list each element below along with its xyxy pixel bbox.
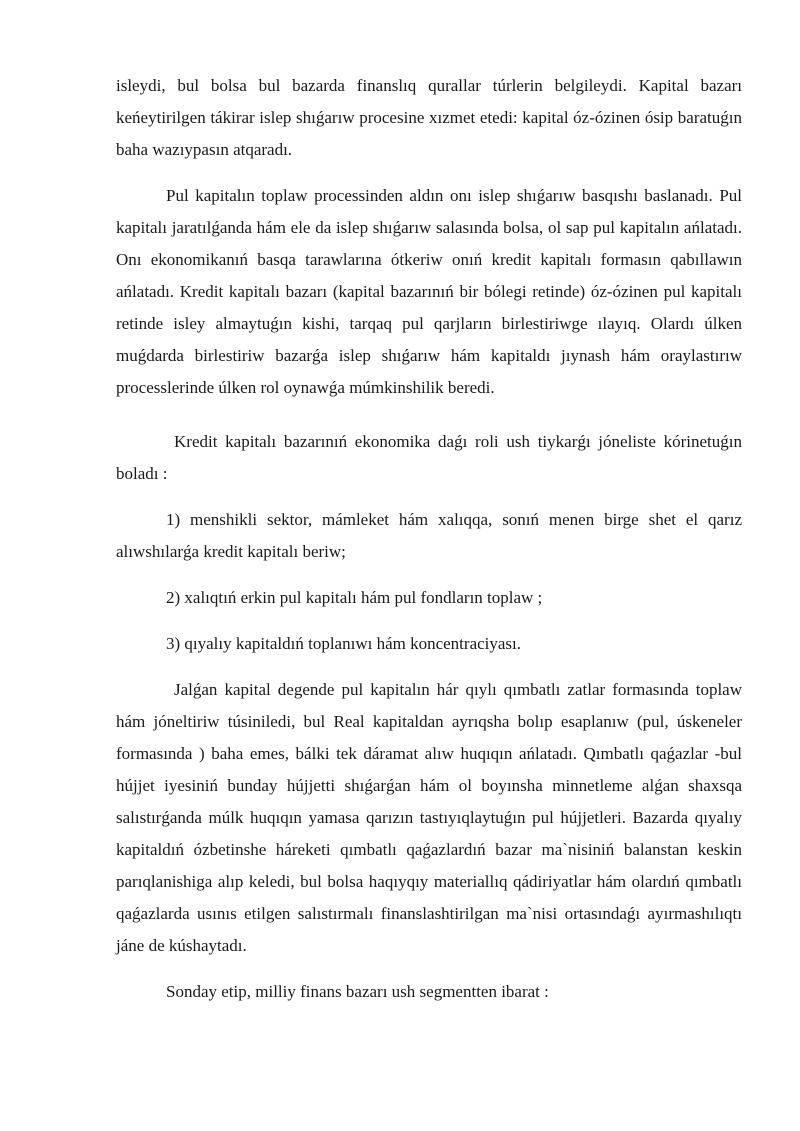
list-item-1: 1) menshikli sektor, mámleket hám xalıqqa, sonıń menen birge shet el qarız alıwshılarǵa kredit kapitalı beriw; <box>116 510 742 561</box>
paragraph-fictitious-capital: Jalǵan kapital degende pul kapitalın hár qıylı qımbatlı zatlar formasında toplaw hám jóneltiriw túsiniledi, bul Real kapitaldan ayrıqsha bolıp esaplanıw (pul, úskeneler formasında ) baha emes, bálki tek dáramat alıw huqıqın ańlatadı. Qımbatlı qaǵazlar -bul hújjet iyesiniń bunday hújjetti shıǵarǵan hám ol boyınsha minnetleme alǵan shaxsqa salıstırǵanda múlk huqıqın yamasa qarızın tastıyıqlaytuǵın pul hújjetleri. Bazarda qıyalıy kapitaldıń ózbetinshe háreketi qımbatlı qaǵazlardıń bazar ma`nisiniń balanstan keskin parıqlanishiga alıp keledi, bul bolsa haqıyqıy materiallıq qádiriyatlar hám olardıń qımbatlı qaǵazlarda usınıs etilgen salıstırmalı finanslashtirilgan ma`nisi ortasındaǵı ayırmashılıqtı jáne de kúshaytadı. <box>116 680 742 955</box>
paragraph-credit-capital-role: Kredit kapitalı bazarınıń ekonomika daǵı roli ush tiykarǵı jóneliste kórinetuǵın boladı : <box>116 432 742 483</box>
list-item-2: 2) xalıqtıń erkin pul kapitalı hám pul fondların toplaw ; <box>166 588 543 607</box>
document-page <box>116 70 742 1008</box>
paragraph-conclusion: Sonday etip, milliy finans bazarı ush segmentten ibarat : <box>166 982 549 1001</box>
paragraph-money-capital: Pul kapitalın toplaw processinden aldın onı islep shıǵarıw basqıshı baslanadı. Pul kapitalı jaratılǵanda hám ele da islep shıǵarıw salasında bolsa, ol sap pul kapitalın ańlatadı. Onı ekonomikanıń basqa tarawlarına ótkeriw onıń kredit kapitalı formasın qabıllawın ańlatadı. Kredit kapitalı bazarı (kapital bazarınıń bir bólegi retinde) óz-ózinen pul kapitalı retinde isley almaytuǵın kishi, tarqaq pul qarjların birlestiriwge ılayıq. Olardı úlken muǵdarda birlestiriw bazarǵa islep shıǵarıw hám kapitaldı jıynash hám oraylastırıw processlerinde úlken rol oynawǵa múmkinshilik beredi. <box>116 186 742 397</box>
list-item-3: 3) qıyalıy kapitaldıń toplanıwı hám koncentraciyası. <box>166 634 522 653</box>
paragraph-continuation: isleydi, bul bolsa bul bazarda finanslıq qurallar túrlerin belgileydi. Kapital bazarı keńeytirilgen tákirar islep shıǵarıw procesine xızmet etedi: kapital óz-ózinen ósip baratuǵın baha wazıypasın atqaradı. <box>116 76 742 159</box>
